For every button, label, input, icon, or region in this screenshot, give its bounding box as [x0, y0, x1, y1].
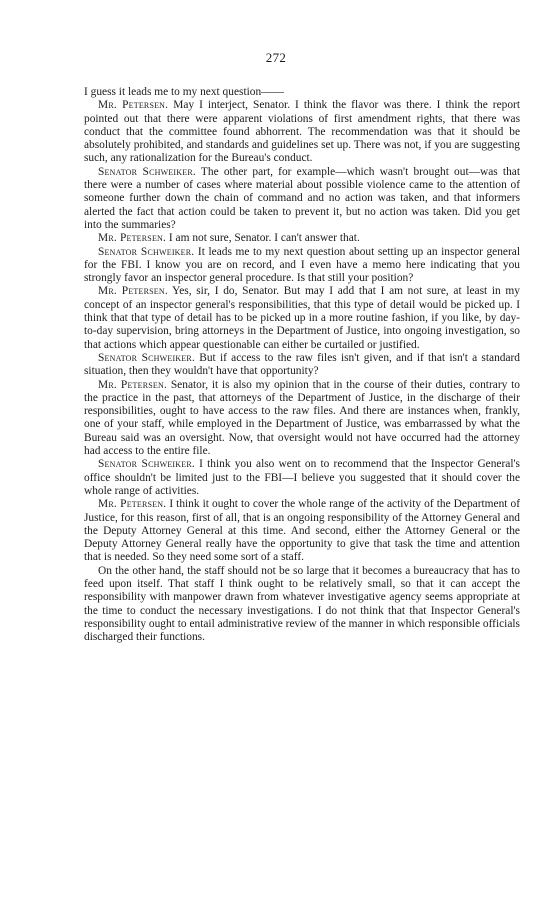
paragraph	[84, 285, 520, 351]
paragraph	[84, 86, 520, 99]
page-number: 272	[265, 50, 287, 65]
paragraph-text: Senator, it is also my opinion that in the course of their duties, contrary to the practice in the past, that attorneys of the Department of Justice, in the discharge of their responsibilities, ought to have access to the raw files. And there are instances when, frankly, one of your staff, while employed in the Department of Justice, was embarrassed by what the Bureau said was an oversight. Now, that oversight would not have occurred had the attorney had access to the entire file.	[84, 378, 520, 458]
speaker-name: Senator Schweiker.	[98, 165, 196, 178]
speaker-name: Mr. Petersen.	[98, 378, 168, 391]
speaker-name: Mr. Petersen.	[98, 285, 168, 298]
speaker-name: Senator Schweiker.	[98, 351, 195, 364]
speaker-name: Mr. Petersen.	[98, 99, 169, 112]
paragraph-text: The other part, for example—which wasn't brought out—was that there were a number of cases where material about possible violence came to the attention of someone further down the chain of command and no action was taken, and that informers alerted the fact that action could be taken to prevent it, but no action was taken. Did you get into the summaries?	[84, 165, 520, 231]
paragraph	[84, 458, 520, 498]
paragraph-text: It leads me to my next question about setting up an inspector general for the FBI. I know you are on record, and I even have a memo here indicating that you strongly favor an inspector general procedure. Is that still your position?	[84, 245, 521, 285]
speaker-name: Mr. Petersen.	[98, 498, 167, 511]
paragraph-text: I guess it leads me to my next question——	[84, 86, 284, 98]
paragraph	[84, 565, 520, 645]
paragraph	[84, 232, 520, 245]
paragraph-text: I think it ought to cover the whole range of the activity of the Department of Justice, for this reason, first of all, that is an ongoing responsibility of the Attorney General and the Deputy Attorney General at this time. And second, either the Attorney General or the Deputy Attorney General really have the opportunity to give that task the time and attention that is needed. So they need some sort of a staff.	[84, 498, 520, 564]
speaker-name: Senator Schweiker.	[98, 245, 195, 258]
paragraph-text: Yes, sir, I do, Senator. But may I add that I am not sure, at least in my concept of an inspector general's responsibilities, that this type of detail would be picked up. I think that that type of detail has to be picked up in a more routine fashion, if you like, by day-to-day supervision, bring attorneys in the Department of Justice, into ongoing investigation, so that actions which appear questionable can either be curtailed or justified.	[84, 285, 520, 351]
paragraph	[84, 352, 520, 379]
paragraph-text: But if access to the raw files isn't given, and if that isn't a standard situation, then they wouldn't have that opportunity?	[84, 351, 521, 378]
paragraph-text: May I interject, Senator. I think the flavor was there. I think the report pointed out that there were apparent violations of first amendment rights, that there was conduct that the committee found abhorrent. The recommendation was that it should be absolutely prohibited, and standards and guidelines set up. There was not, if you are suggesting such, any rationalization for the Bureau's conduct.	[84, 99, 520, 165]
paragraph	[84, 379, 520, 459]
speaker-name: Mr. Petersen.	[98, 232, 167, 245]
paragraph	[84, 99, 520, 165]
paragraph	[84, 166, 520, 232]
speaker-name: Senator Schweiker.	[98, 458, 195, 471]
paragraph-text: On the other hand, the staff should not be so large that it becomes a bureaucracy that has to feed upon itself. That staff I think ought to be relatively small, so that it can accept the responsibility with manpower drawn from whatever investigative agency seems appropriate at the time to conduct the necessary investigations. I do not think that that Inspector General's responsibility ought to entail administrative review of the manner in which responsible officials discharged their functions.	[84, 564, 520, 644]
transcript-body	[84, 86, 520, 644]
paragraph-text: I think you also went on to recommend that the Inspector General's office shouldn't be limited just to the FBI—I believe you suggested that it should cover the whole range of activities.	[84, 458, 520, 497]
paragraph	[84, 246, 520, 286]
paragraph-text: I am not sure, Senator. I can't answer that.	[166, 232, 360, 245]
paragraph	[84, 498, 520, 564]
